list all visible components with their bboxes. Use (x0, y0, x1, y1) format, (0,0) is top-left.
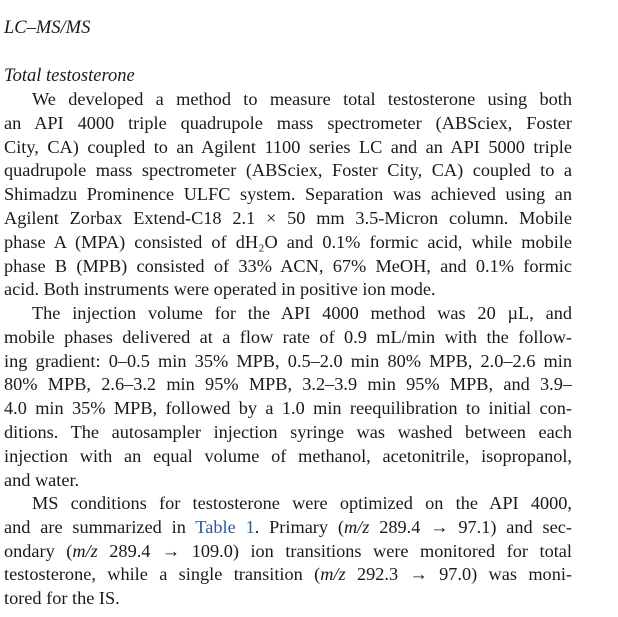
text-line: testosterone, while a single transition (m/z 292.3 → 97.0) was moni- (4, 564, 572, 585)
text-line: 4.0 min 35% MPB, followed by a 1.0 min reequilibration to initial con- (4, 398, 572, 419)
section-heading: LC–MS/MS (4, 18, 91, 38)
text-line: ing gradient: 0–0.5 min 35% MPB, 0.5–2.0 min 80% MPB, 2.0–2.6 min (4, 350, 572, 371)
text-line: Agilent Zorbax Extend-C18 2.1 × 50 mm 3.5-Micron column. Mobile (4, 207, 572, 228)
text-line: injection with an equal volume of methanol, acetonitrile, isopropanol, (4, 445, 572, 466)
text-line: The injection volume for the API 4000 method was 20 µL, and (32, 303, 572, 323)
text-line: phase B (MPB) consisted of 33% ACN, 67% MeOH, and 0.1% formic (4, 255, 572, 276)
text-line: mobile phases delivered at a flow rate of 0.9 mL/min with the follow- (4, 326, 572, 347)
paragraph-methods (4, 88, 572, 302)
text-line: acid. Both instruments were operated in positive ion mode. (4, 279, 436, 300)
text-line: ditions. The autosampler injection syringe was washed between each (4, 421, 572, 442)
table-1-link[interactable]: Table 1 (195, 516, 255, 537)
text-line: an API 4000 triple quadrupole mass spectrometer (ABSciex, Foster (4, 112, 572, 133)
text-line: 80% MPB, 2.6–3.2 min 95% MPB, 3.2–3.9 min 95% MPB, and 3.9– (4, 374, 572, 395)
subsection-heading: Total testosterone (4, 66, 135, 86)
text-line: tored for the IS. (4, 588, 120, 609)
text-line: and are summarized in Table 1. Primary (m/z 289.4 → 97.1) and sec- (4, 516, 572, 537)
text-line: City, CA) coupled to an Agilent 1100 series LC and an API 5000 triple (4, 136, 572, 157)
text-line: quadrupole mass spectrometer (ABSciex, Foster City, CA) coupled to a (4, 160, 572, 181)
paragraph-ms-conditions (4, 492, 572, 611)
text-line: Shimadzu Prominence ULFC system. Separation was achieved using an (4, 184, 572, 205)
text-line: MS conditions for testosterone were optimized on the API 4000, (32, 493, 572, 513)
text-line: We developed a method to measure total testosterone using both (32, 89, 572, 109)
text-line: phase A (MPA) consisted of dH₂O and 0.1% formic acid, while mobile (4, 231, 572, 252)
text-line: ondary (m/z 289.4 → 109.0) ion transitions were monitored for total (4, 540, 572, 561)
text-line: and water. (4, 469, 80, 490)
paragraph-gradient (4, 302, 572, 492)
